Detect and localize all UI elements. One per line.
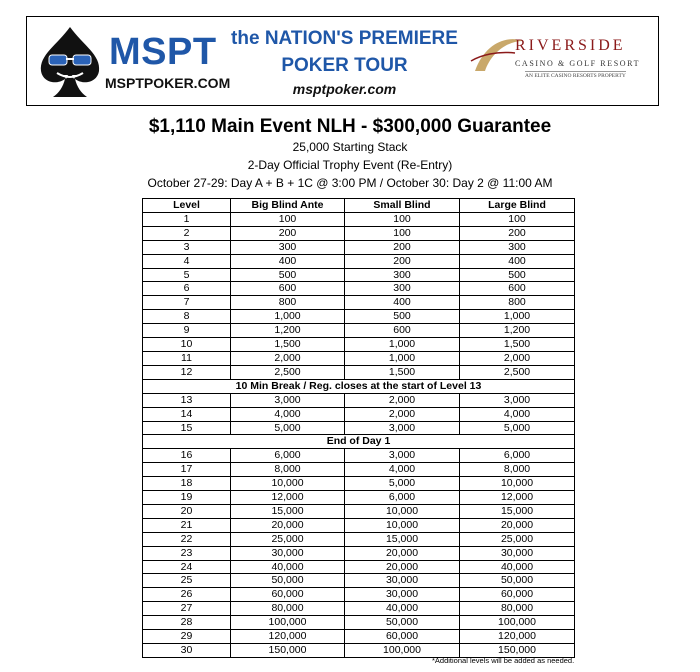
cell-big-blind-ante: 50,000 — [231, 574, 345, 588]
cell-big-blind-ante: 2,500 — [231, 365, 345, 379]
cell-large-blind: 2,500 — [460, 365, 575, 379]
cell-big-blind-ante: 80,000 — [231, 602, 345, 616]
blind-structure-table — [142, 198, 575, 658]
partner-name: RIVERSIDE — [515, 37, 626, 54]
event-title: $1,110 Main Event NLH - $300,000 Guarantee — [148, 116, 552, 137]
partner-subtitle: CASINO & GOLF RESORT — [515, 59, 641, 68]
cell-large-blind: 1,200 — [460, 324, 575, 338]
tagline-line-2: POKER TOUR — [281, 55, 408, 76]
cell-small-blind: 1,000 — [345, 351, 460, 365]
table-header-row — [143, 199, 575, 213]
tagline — [227, 25, 462, 79]
cell-big-blind-ante: 1,500 — [231, 338, 345, 352]
cell-small-blind: 400 — [345, 296, 460, 310]
cell-level: 18 — [143, 477, 231, 491]
table-row — [143, 616, 575, 630]
cell-large-blind: 500 — [460, 268, 575, 282]
cell-big-blind-ante: 10,000 — [231, 477, 345, 491]
header-level: Level — [143, 199, 231, 213]
cell-small-blind: 4,000 — [345, 463, 460, 477]
cell-large-blind: 120,000 — [460, 630, 575, 644]
brand-wordmark: MSPT — [109, 31, 217, 73]
cell-large-blind: 600 — [460, 282, 575, 296]
cell-small-blind: 10,000 — [345, 518, 460, 532]
cell-big-blind-ante: 40,000 — [231, 560, 345, 574]
spade-mascot-icon — [37, 25, 103, 101]
cell-large-blind: 15,000 — [460, 504, 575, 518]
cell-large-blind: 12,000 — [460, 491, 575, 505]
cell-large-blind: 1,000 — [460, 310, 575, 324]
cell-large-blind: 40,000 — [460, 560, 575, 574]
cell-level: 20 — [143, 504, 231, 518]
cell-big-blind-ante: 30,000 — [231, 546, 345, 560]
blind-rows — [143, 212, 575, 657]
cell-level: 2 — [143, 226, 231, 240]
cell-big-blind-ante: 200 — [231, 226, 345, 240]
partner-fineprint: AN ELITE CASINO RESORTS PROPERTY — [525, 73, 626, 79]
cell-large-blind: 50,000 — [460, 574, 575, 588]
cell-level: 12 — [143, 365, 231, 379]
table-row — [143, 282, 575, 296]
cell-level: 1 — [143, 212, 231, 226]
table-row — [143, 226, 575, 240]
table-note-row — [143, 435, 575, 449]
cell-large-blind: 150,000 — [460, 644, 575, 658]
table-row — [143, 588, 575, 602]
cell-small-blind: 3,000 — [345, 421, 460, 435]
table-note-row — [143, 379, 575, 393]
cell-big-blind-ante: 6,000 — [231, 449, 345, 463]
cell-level: 8 — [143, 310, 231, 324]
mspt-logo — [37, 23, 231, 101]
cell-big-blind-ante: 15,000 — [231, 504, 345, 518]
cell-small-blind: 60,000 — [345, 630, 460, 644]
cell-level: 11 — [143, 351, 231, 365]
table-row — [143, 393, 575, 407]
cell-large-blind: 10,000 — [460, 477, 575, 491]
cell-large-blind: 5,000 — [460, 421, 575, 435]
table-row — [143, 324, 575, 338]
cell-level: 4 — [143, 254, 231, 268]
starting-stack: 25,000 Starting Stack — [292, 140, 408, 154]
cell-level: 22 — [143, 532, 231, 546]
brand-url: MSPTPOKER.COM — [105, 75, 231, 91]
cell-small-blind: 6,000 — [345, 491, 460, 505]
table-row — [143, 351, 575, 365]
cell-large-blind: 80,000 — [460, 602, 575, 616]
cell-level: 19 — [143, 491, 231, 505]
header-banner — [26, 16, 659, 106]
table-row — [143, 310, 575, 324]
cell-large-blind: 3,000 — [460, 393, 575, 407]
cell-small-blind: 5,000 — [345, 477, 460, 491]
cell-small-blind: 2,000 — [345, 407, 460, 421]
cell-small-blind: 1,000 — [345, 338, 460, 352]
table-row — [143, 574, 575, 588]
cell-big-blind-ante: 20,000 — [231, 518, 345, 532]
header-big-blind-ante: Big Blind Ante — [231, 199, 345, 213]
cell-level: 9 — [143, 324, 231, 338]
cell-small-blind: 50,000 — [345, 616, 460, 630]
cell-large-blind: 400 — [460, 254, 575, 268]
cell-small-blind: 500 — [345, 310, 460, 324]
cell-big-blind-ante: 800 — [231, 296, 345, 310]
cell-level: 14 — [143, 407, 231, 421]
cell-large-blind: 4,000 — [460, 407, 575, 421]
table-row — [143, 254, 575, 268]
cell-big-blind-ante: 2,000 — [231, 351, 345, 365]
cell-big-blind-ante: 150,000 — [231, 644, 345, 658]
tagline-line-1: the NATION'S PREMIERE — [231, 28, 458, 49]
cell-small-blind: 300 — [345, 268, 460, 282]
cell-small-blind: 40,000 — [345, 602, 460, 616]
cell-small-blind: 30,000 — [345, 588, 460, 602]
event-format: 2-Day Official Trophy Event (Re-Entry) — [247, 158, 453, 172]
cell-level: 15 — [143, 421, 231, 435]
cell-big-blind-ante: 4,000 — [231, 407, 345, 421]
table-row — [143, 449, 575, 463]
table-row — [143, 602, 575, 616]
table-row — [143, 491, 575, 505]
cell-big-blind-ante: 100,000 — [231, 616, 345, 630]
cell-level: 29 — [143, 630, 231, 644]
cell-big-blind-ante: 1,200 — [231, 324, 345, 338]
table-row — [143, 463, 575, 477]
cell-level: 5 — [143, 268, 231, 282]
cell-large-blind: 60,000 — [460, 588, 575, 602]
table-note: End of Day 1 — [143, 435, 575, 449]
table-row — [143, 212, 575, 226]
cell-big-blind-ante: 400 — [231, 254, 345, 268]
cell-big-blind-ante: 60,000 — [231, 588, 345, 602]
cell-big-blind-ante: 25,000 — [231, 532, 345, 546]
cell-small-blind: 2,000 — [345, 393, 460, 407]
cell-small-blind: 100 — [345, 226, 460, 240]
cell-big-blind-ante: 500 — [231, 268, 345, 282]
cell-small-blind: 20,000 — [345, 560, 460, 574]
cell-big-blind-ante: 300 — [231, 240, 345, 254]
cell-small-blind: 100 — [345, 212, 460, 226]
cell-large-blind: 1,500 — [460, 338, 575, 352]
cell-small-blind: 10,000 — [345, 504, 460, 518]
table-note: 10 Min Break / Reg. closes at the start of Level 13 — [143, 379, 575, 393]
cell-level: 21 — [143, 518, 231, 532]
table-row — [143, 240, 575, 254]
event-schedule: October 27-29: Day A + B + 1C @ 3:00 PM / October 30: Day 2 @ 11:00 AM — [147, 176, 553, 190]
cell-small-blind: 600 — [345, 324, 460, 338]
cell-large-blind: 2,000 — [460, 351, 575, 365]
cell-large-blind: 30,000 — [460, 546, 575, 560]
cell-level: 30 — [143, 644, 231, 658]
site-url[interactable]: msptpoker.com — [292, 81, 397, 97]
table-row — [143, 504, 575, 518]
table-row — [143, 421, 575, 435]
cell-big-blind-ante: 120,000 — [231, 630, 345, 644]
cell-large-blind: 100,000 — [460, 616, 575, 630]
table-row — [143, 546, 575, 560]
cell-small-blind: 100,000 — [345, 644, 460, 658]
table-row — [143, 268, 575, 282]
cell-big-blind-ante: 600 — [231, 282, 345, 296]
table-row — [143, 518, 575, 532]
cell-small-blind: 20,000 — [345, 546, 460, 560]
cell-large-blind: 300 — [460, 240, 575, 254]
header-small-blind: Small Blind — [345, 199, 460, 213]
cell-large-blind: 100 — [460, 212, 575, 226]
riverside-logo — [467, 31, 655, 91]
cell-small-blind: 1,500 — [345, 365, 460, 379]
cell-level: 6 — [143, 282, 231, 296]
footnote: *Additional levels will be added as needed. — [432, 656, 575, 665]
cell-level: 7 — [143, 296, 231, 310]
cell-big-blind-ante: 100 — [231, 212, 345, 226]
cell-level: 24 — [143, 560, 231, 574]
cell-small-blind: 15,000 — [345, 532, 460, 546]
cell-level: 26 — [143, 588, 231, 602]
cell-large-blind: 8,000 — [460, 463, 575, 477]
cell-level: 13 — [143, 393, 231, 407]
cell-level: 28 — [143, 616, 231, 630]
cell-level: 3 — [143, 240, 231, 254]
cell-level: 17 — [143, 463, 231, 477]
cell-big-blind-ante: 3,000 — [231, 393, 345, 407]
table-row — [143, 560, 575, 574]
cell-small-blind: 200 — [345, 254, 460, 268]
table-row — [143, 407, 575, 421]
cell-large-blind: 6,000 — [460, 449, 575, 463]
cell-large-blind: 200 — [460, 226, 575, 240]
table-row — [143, 477, 575, 491]
cell-level: 27 — [143, 602, 231, 616]
cell-small-blind: 300 — [345, 282, 460, 296]
cell-small-blind: 30,000 — [345, 574, 460, 588]
table-row — [143, 630, 575, 644]
cell-level: 25 — [143, 574, 231, 588]
cell-big-blind-ante: 1,000 — [231, 310, 345, 324]
table-row — [143, 365, 575, 379]
cell-large-blind: 800 — [460, 296, 575, 310]
cell-small-blind: 200 — [345, 240, 460, 254]
table-row — [143, 338, 575, 352]
header-large-blind: Large Blind — [460, 199, 575, 213]
cell-level: 10 — [143, 338, 231, 352]
cell-large-blind: 20,000 — [460, 518, 575, 532]
cell-large-blind: 25,000 — [460, 532, 575, 546]
cell-level: 23 — [143, 546, 231, 560]
table-row — [143, 296, 575, 310]
cell-big-blind-ante: 8,000 — [231, 463, 345, 477]
cell-level: 16 — [143, 449, 231, 463]
cell-big-blind-ante: 5,000 — [231, 421, 345, 435]
cell-big-blind-ante: 12,000 — [231, 491, 345, 505]
cell-small-blind: 3,000 — [345, 449, 460, 463]
table-row — [143, 532, 575, 546]
